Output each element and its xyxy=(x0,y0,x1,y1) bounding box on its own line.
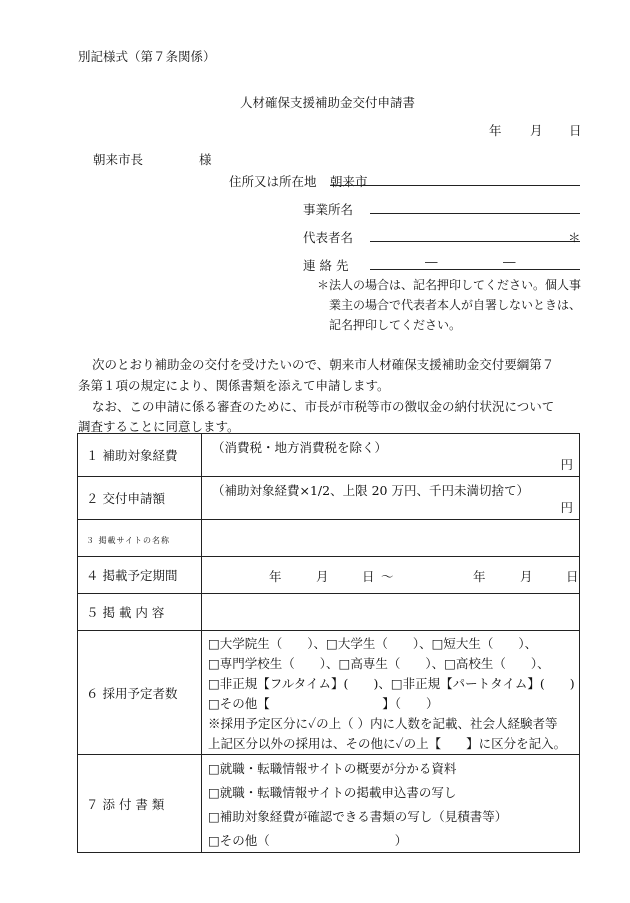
table-row-hiring-count xyxy=(78,631,580,755)
form-reference: 別記様式（第７条関係） xyxy=(78,49,216,64)
attachment-checkbox-2[interactable]: □就職・転職情報サイトの掲載申込書の写し xyxy=(208,785,457,800)
attachment-checkbox-1[interactable]: □就職・転職情報サイトの概要が分かる資料 xyxy=(208,761,457,776)
table-row-posting-content xyxy=(78,594,580,631)
attachment-checkbox-4[interactable]: □その他（ ） xyxy=(208,833,408,848)
site-name-field[interactable] xyxy=(202,520,580,557)
addressee-honorific: 様 xyxy=(199,152,212,167)
application-table xyxy=(77,433,580,853)
contact-dash-1: ― xyxy=(425,254,438,269)
attachment-checkbox-3[interactable]: □補助対象経費が確認できる書類の写し（見積書等） xyxy=(208,809,508,824)
date-month-label: 月 xyxy=(530,123,543,138)
business-name-field[interactable] xyxy=(370,213,580,214)
representative-label: 代表者名 xyxy=(303,230,354,245)
table-row-posting-period xyxy=(78,557,580,594)
page-title: 人材確保支援補助金交付申請書 xyxy=(240,95,416,110)
posting-content-field[interactable] xyxy=(202,594,580,631)
body-paragraph-1-line-1: 次のとおり補助金の交付を受けたいので、朝来市人材確保支援補助金交付要綱第７ xyxy=(92,357,555,372)
hiring-note-line-2: 上記区分以外の採用は、その他に✓の上【 】に区分を記入。 xyxy=(208,736,567,751)
applicant-note-line-2: 業主の場合で代表者本人が自署しないときは、 xyxy=(329,298,582,312)
table-row-application-amount xyxy=(78,477,580,520)
contact-field[interactable] xyxy=(370,269,580,270)
end-day-label: 日 xyxy=(566,569,579,584)
date-year-label: 年 xyxy=(489,123,502,138)
subsidy-cost-label: １ 補助対象経費 xyxy=(78,434,202,477)
end-year-label: 年 xyxy=(473,569,486,584)
representative-field[interactable] xyxy=(370,241,580,242)
body-paragraph-1-line-2: 条第１項の規定により、関係書類を添えて申請します。 xyxy=(78,378,390,393)
posting-content-label: ５ 掲 載 内 容 xyxy=(78,594,202,631)
table-row-subsidy-cost xyxy=(78,434,580,477)
applicant-note-line-3: 記名押印してください。 xyxy=(329,318,462,332)
site-name-label: ３ 掲載サイトの名称 xyxy=(78,520,202,557)
hiring-note-line-1: ※採用予定区分に✓の上（ ）内に人数を記載、社会人経験者等 xyxy=(208,716,558,731)
application-amount-field[interactable] xyxy=(202,477,580,520)
subsidy-cost-unit: 円 xyxy=(560,457,573,472)
application-amount-note: （補助対象経費×1/2、上限 20 万円、千円未満切捨て） xyxy=(212,483,529,498)
contact-dash-2: ― xyxy=(503,254,516,269)
start-day-label: 日 xyxy=(362,569,375,584)
address-value: 朝来市 xyxy=(330,174,368,189)
attachments-label: ７ 添 付 書 類 xyxy=(78,755,202,853)
application-amount-unit: 円 xyxy=(560,500,573,515)
attachments-field xyxy=(202,755,580,853)
address-label: 住所又は所在地 xyxy=(229,174,317,189)
contact-label: 連 絡 先 xyxy=(303,258,349,273)
posting-period-label: ４ 掲載予定期間 xyxy=(78,557,202,594)
start-year-label: 年 xyxy=(269,569,282,584)
hiring-line-2[interactable]: □専門学校生（ ）、□高専生（ ）、□高校生（ ）、 xyxy=(208,656,550,671)
subsidy-cost-note: （消費税・地方消費税を除く） xyxy=(212,440,388,455)
posting-period-field[interactable] xyxy=(202,557,580,594)
applicant-note-line-1: ＊法人の場合は、記名押印してください。個人事 xyxy=(317,278,582,292)
application-amount-label: ２ 交付申請額 xyxy=(78,477,202,520)
hiring-line-4[interactable]: □その他【 】（ ） xyxy=(208,696,439,711)
hiring-line-1[interactable]: □大学院生（ ）、□大学生（ ）、□短大生（ ）、 xyxy=(208,636,538,651)
addressee-name: 朝来市長 xyxy=(93,152,144,167)
subsidy-cost-field[interactable] xyxy=(202,434,580,477)
hiring-line-3[interactable]: □非正規【フルタイム】( )、□非正規【パートタイム】( ) xyxy=(208,676,575,691)
table-row-attachments xyxy=(78,755,580,853)
body-paragraph-2-line-2: 調査することに同意します。 xyxy=(78,419,240,434)
hiring-count-field xyxy=(202,631,580,755)
hiring-count-label: ６ 採用予定者数 xyxy=(78,631,202,755)
date-day-label: 日 xyxy=(569,123,582,138)
representative-mark: ＊ xyxy=(568,230,581,245)
table-row-site-name xyxy=(78,520,580,557)
body-paragraph-2-line-1: なお、この申請に係る審査のために、市長が市税等市の徴収金の納付状況について xyxy=(92,399,555,414)
end-month-label: 月 xyxy=(520,569,533,584)
address-field[interactable] xyxy=(330,185,580,186)
business-name-label: 事業所名 xyxy=(303,202,354,217)
start-month-label: 月 xyxy=(316,569,329,584)
period-tilde: ～ xyxy=(381,569,394,584)
